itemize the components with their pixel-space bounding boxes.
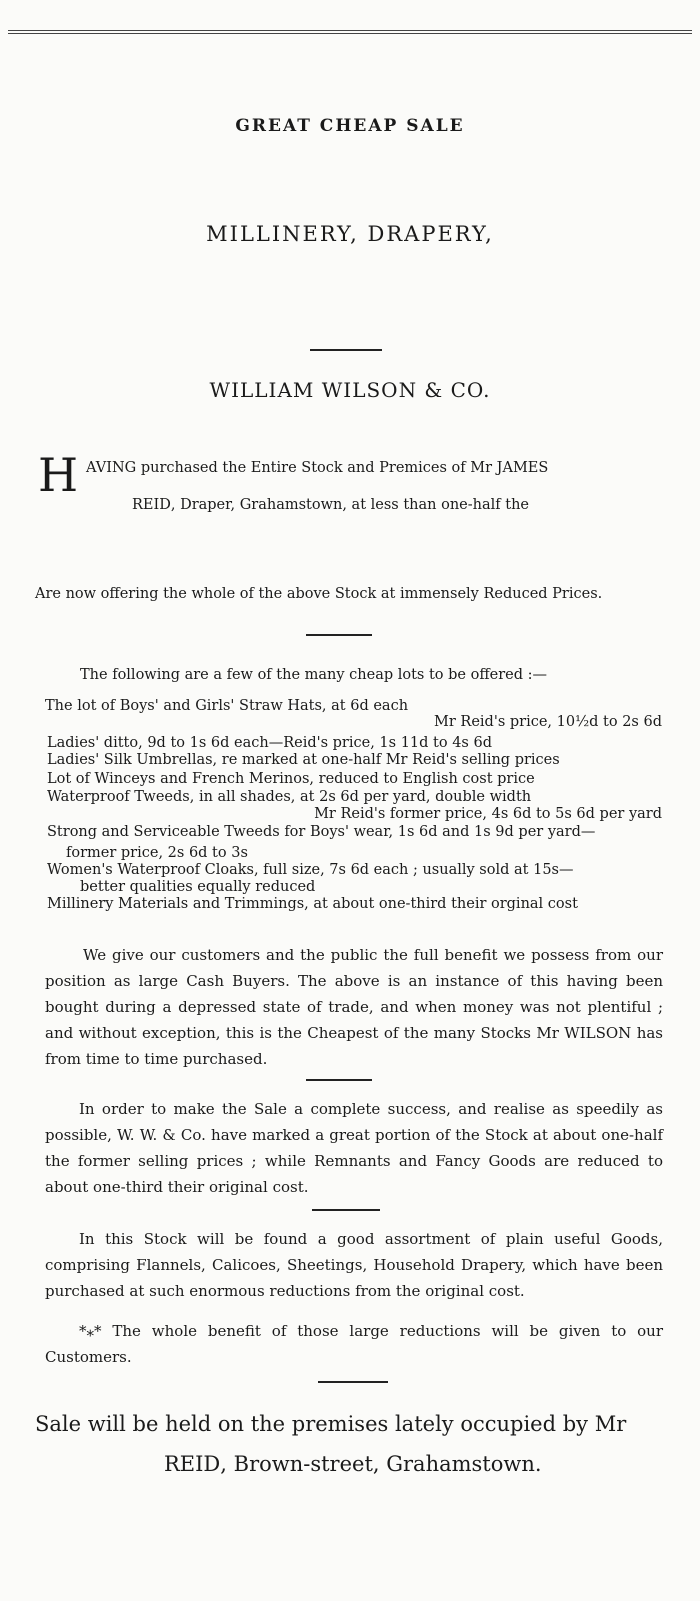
intro-name-james: JAMES <box>496 460 549 476</box>
drop-cap: H <box>38 448 79 502</box>
intro-line-2-text: , Draper, Grahamstown, at less than one-half the <box>170 497 529 513</box>
paragraph-benefit <box>45 1318 663 1370</box>
lot-item: The lot of Boys' and Girls' Straw Hats, at 6d each <box>45 698 409 714</box>
lot-item: former price, 2s 6d to 3s <box>66 845 248 861</box>
header-rule-2 <box>8 33 692 34</box>
lot-item: Mr Reid's former price, 4s 6d to 5s 6d per yard <box>314 806 662 822</box>
firm-name: WILLIAM WILSON & CO. <box>209 378 491 402</box>
header-rule <box>8 30 692 31</box>
lots-heading: The following are a few of the many cheap lots to be offered :— <box>80 667 548 683</box>
offer-line: Are now offering the whole of the above Stock at immensely Reduced Prices. <box>35 586 603 602</box>
footer-line-2 <box>164 1452 542 1476</box>
paragraph-4-text: The whole benefit of those large reductions will be given to our Customers. <box>45 1322 663 1366</box>
divider-rule-4 <box>312 1209 380 1211</box>
paragraph-1-text-end: has from time to time purchased. <box>45 1024 663 1068</box>
divider-rule-2 <box>306 634 372 636</box>
lot-item: better qualities equally reduced <box>80 879 316 895</box>
headline-great-cheap-sale: GREAT CHEAP SALE <box>235 116 465 136</box>
asterism: *⁎* <box>79 1322 102 1340</box>
footer-line-1: Sale will be held on the premises lately occupied by Mr <box>35 1412 627 1436</box>
intro-line-1-text: AVING purchased the Entire Stock and Premices of Mr <box>86 460 493 476</box>
lot-item: Lot of Winceys and French Merinos, reduced to English cost price <box>47 771 535 787</box>
footer-name-reid: REID <box>164 1452 221 1476</box>
paragraph-1-name: WILSON <box>564 1024 632 1042</box>
paragraph-assortment: In this Stock will be found a good assortment of plain useful Goods, comprising Flannels, Calicoes, Sheetings, Household Drapery, which have been purchased at such enormous reductions from the original cost. <box>45 1230 663 1300</box>
intro-name-reid: REID <box>132 497 171 513</box>
paragraph-cash-buyers <box>45 942 663 1072</box>
paragraph-sale-success: In order to make the Sale a complete success, and realise as speedily as possible, W. W. & Co. have marked a great portion of the Stock at about one-half the former selling prices ; while Remnants and Fancy Goods are reduced to about one-third their original cost. <box>45 1100 663 1196</box>
divider-rule-3 <box>306 1079 372 1081</box>
divider-rule <box>310 349 382 351</box>
footer-line-2-text: , Brown-street, Grahamstown. <box>220 1452 542 1476</box>
intro-line-1 <box>86 460 548 476</box>
lot-item: Ladies' Silk Umbrellas, re marked at one-half Mr Reid's selling prices <box>47 752 560 768</box>
lot-item: Ladies' ditto, 9d to 1s 6d each—Reid's price, 1s 11d to 4s 6d <box>47 735 492 751</box>
lot-item: Women's Waterproof Cloaks, full size, 7s 6d each ; usually sold at 15s— <box>47 862 574 878</box>
lot-item: Waterproof Tweeds, in all shades, at 2s 6d per yard, double width <box>47 789 532 805</box>
lot-item: Strong and Serviceable Tweeds for Boys' wear, 1s 6d and 1s 9d per yard— <box>47 824 596 840</box>
paragraph-1-text: We give our customers and the public the full benefit we possess from our position as large Cash Buyers. The above is an instance of this having been bought during a depressed state of trade, and when money was not plentiful ; and without exception, this is the Cheapest of the many Stocks Mr <box>45 946 663 1042</box>
headline-millinery-drapery: MILLINERY, DRAPERY, <box>206 222 494 246</box>
intro-line-2 <box>132 497 529 513</box>
lot-item: Mr Reid's price, 10½d to 2s 6d <box>434 714 662 730</box>
lot-item: Millinery Materials and Trimmings, at about one-third their orginal cost <box>47 896 578 912</box>
divider-rule-5 <box>318 1381 388 1383</box>
